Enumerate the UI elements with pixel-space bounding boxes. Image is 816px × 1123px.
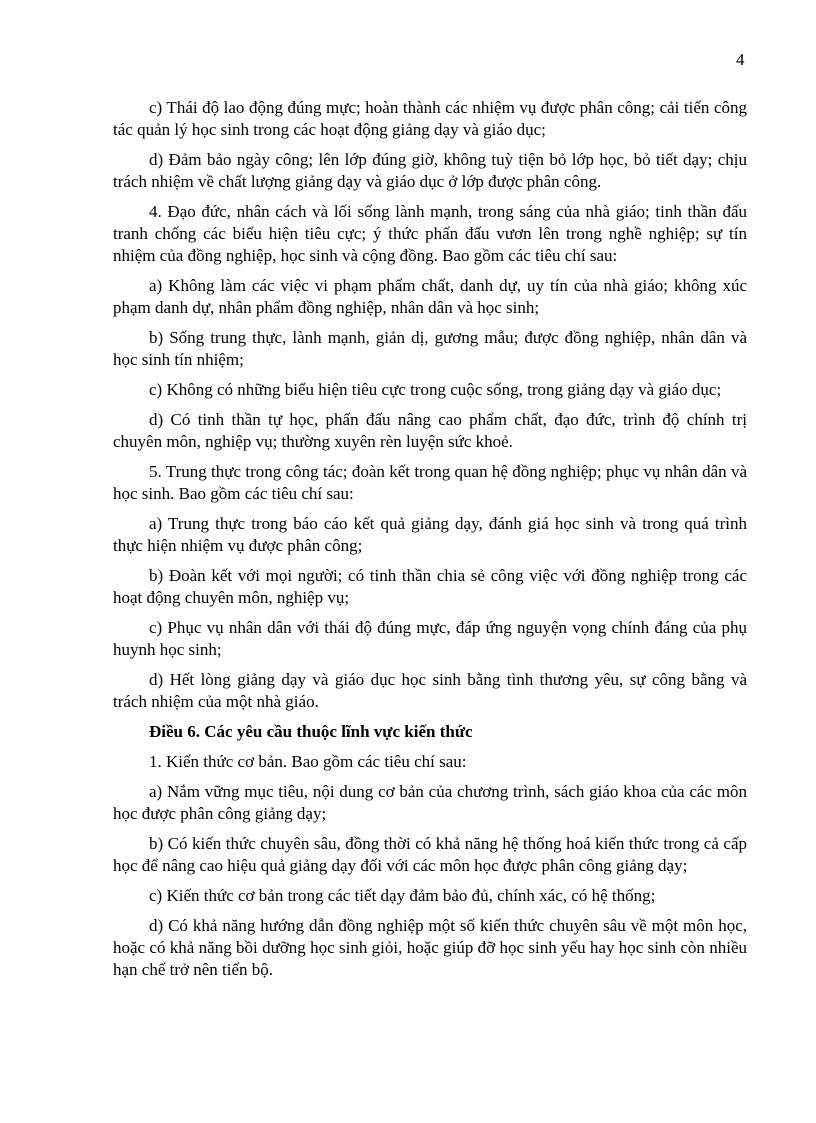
paragraph-4b: b) Sống trung thực, lành mạnh, giản dị, gương mẫu; được đồng nghiệp, nhân dân và học sinh tín nhiệm;: [113, 328, 747, 369]
paragraph-4d: d) Có tinh thần tự học, phấn đấu nâng cao phẩm chất, đạo đức, trình độ chính trị chuyên môn, nghiệp vụ; thường xuyên rèn luyện sức khoẻ.: [113, 410, 747, 451]
paragraph-4c: c) Không có những biểu hiện tiêu cực trong cuộc sống, trong giảng dạy và giáo dục;: [149, 380, 722, 399]
paragraph-4-ethics: 4. Đạo đức, nhân cách và lối sống lành mạnh, trong sáng của nhà giáo; tinh thần đấu tranh chống các biểu hiện tiêu cực; ý thức phấn đấu vươn lên trong nghề nghiệp; sự tín nhiệm của đồng nghiệp, học sinh và cộng đồng. Bao gồm các tiêu chí sau:: [113, 202, 747, 265]
paragraph-5c: c) Phục vụ nhân dân với thái độ đúng mực, đáp ứng nguyện vọng chính đáng của phụ huynh học sinh;: [113, 618, 747, 659]
paragraph-5b: b) Đoàn kết với mọi người; có tinh thần chia sẻ công việc với đồng nghiệp trong các hoạt động chuyên môn, nghiệp vụ;: [113, 566, 747, 607]
paragraph-5-honesty: 5. Trung thực trong công tác; đoàn kết trong quan hệ đồng nghiệp; phục vụ nhân dân và học sinh. Bao gồm các tiêu chí sau:: [113, 462, 747, 503]
paragraph-1b: b) Có kiến thức chuyên sâu, đồng thời có khả năng hệ thống hoá kiến thức trong cả cấp học để nâng cao hiệu quả giảng dạy đối với các môn học được phân công giảng dạy;: [113, 834, 747, 875]
paragraph-5a: a) Trung thực trong báo cáo kết quả giảng dạy, đánh giá học sinh và trong quá trình thực hiện nhiệm vụ được phân công;: [113, 514, 747, 555]
paragraph-5d: d) Hết lòng giảng dạy và giáo dục học sinh bằng tình thương yêu, sự công bằng và trách nhiệm của một nhà giáo.: [113, 670, 747, 711]
paragraph-1a: a) Nắm vững mục tiêu, nội dung cơ bản của chương trình, sách giáo khoa của các môn học được phân công giảng dạy;: [113, 782, 747, 823]
paragraph-1d: d) Có khả năng hướng dẫn đồng nghiệp một số kiến thức chuyên sâu về một môn học, hoặc có khả năng bồi dưỡng học sinh giỏi, hoặc giúp đỡ học sinh yếu hay học sinh còn nhiều hạn chế trở nên tiến bộ.: [113, 916, 747, 979]
page-number: 4: [736, 50, 745, 69]
paragraph-4a: a) Không làm các việc vi phạm phẩm chất, danh dự, uy tín của nhà giáo; không xúc phạm danh dự, nhân phẩm đồng nghiệp, nhân dân và học sinh;: [113, 276, 747, 317]
article-6-heading: Điều 6. Các yêu cầu thuộc lĩnh vực kiến thức: [149, 722, 473, 741]
paragraph-1-basic-knowledge: 1. Kiến thức cơ bản. Bao gồm các tiêu chí sau:: [149, 752, 467, 771]
paragraph-1c: c) Kiến thức cơ bản trong các tiết dạy đảm bảo đủ, chính xác, có hệ thống;: [149, 886, 656, 905]
paragraph-c-attitude: c) Thái độ lao động đúng mực; hoàn thành các nhiệm vụ được phân công; cải tiến công tác quản lý học sinh trong các hoạt động giảng dạy và giáo dục;: [113, 98, 747, 139]
document-body: [113, 97, 747, 989]
paragraph-d-attendance: d) Đảm bảo ngày công; lên lớp đúng giờ, không tuỳ tiện bỏ lớp học, bỏ tiết dạy; chịu trách nhiệm về chất lượng giảng dạy và giáo dục ở lớp được phân công.: [113, 150, 747, 191]
